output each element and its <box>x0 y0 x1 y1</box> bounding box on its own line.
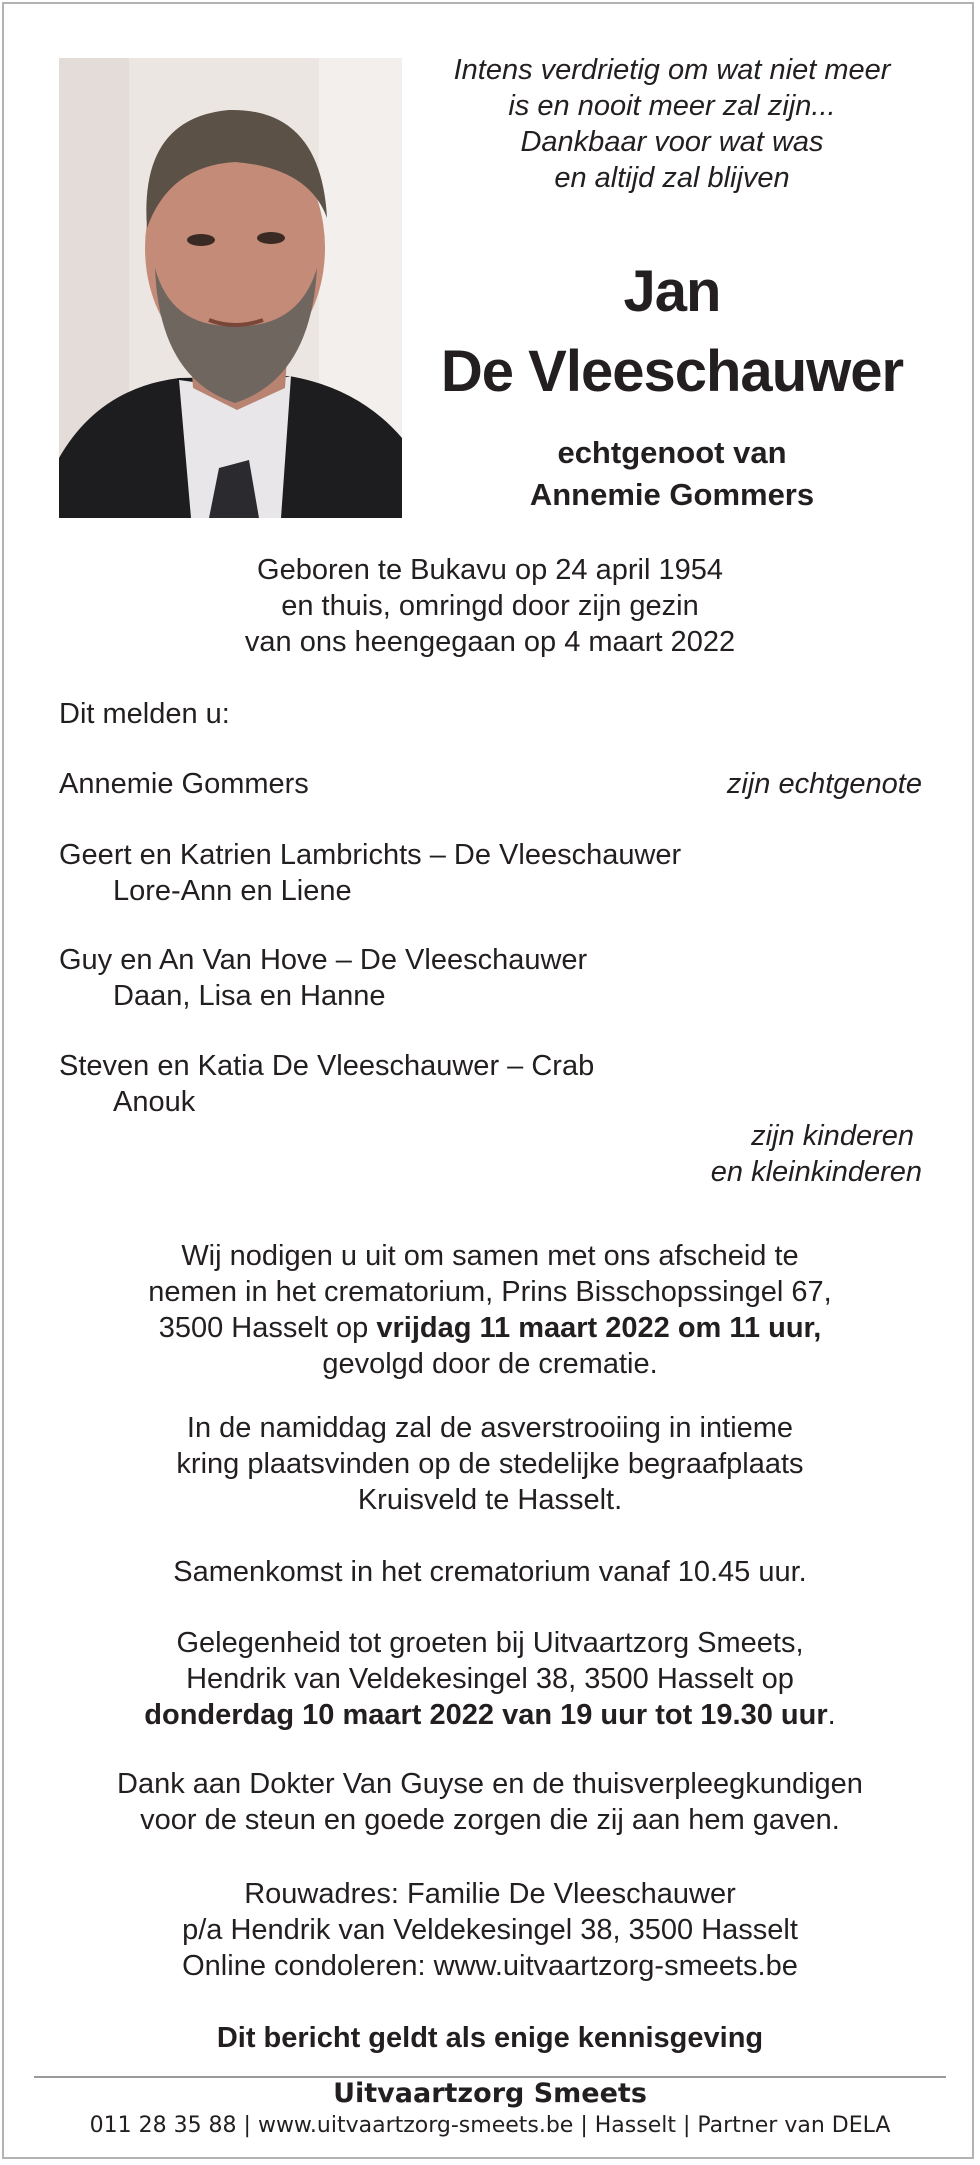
visitation-info <box>40 1625 940 1733</box>
family-children: Lore-Ann en Liene <box>113 875 352 907</box>
thanks-info <box>40 1766 940 1838</box>
family-spouse-role: zijn echtgenote <box>726 768 922 800</box>
family-children: Anouk <box>113 1086 196 1118</box>
children-role <box>711 1118 922 1190</box>
family-group <box>59 1048 594 1120</box>
family-children: Daan, Lisa en Hanne <box>113 980 386 1012</box>
notice-statement: Dit bericht geldt als enige kennisgeving <box>216 2022 764 2054</box>
deceased-name <box>402 252 942 412</box>
motto-line: is en nooit meer zal zijn... <box>508 90 836 122</box>
thanks-line: Dank aan Dokter Van Guyse en de thuisverpleegkundigen <box>117 1768 863 1800</box>
scattering-line: In de namiddag zal de asverstrooiing in intieme <box>186 1412 794 1444</box>
scattering-line: Kruisveld te Hasselt. <box>357 1484 623 1516</box>
memorial-motto <box>402 52 942 196</box>
relation-label: echtgenoot van <box>557 435 787 470</box>
portrait-illustration <box>59 58 402 518</box>
scattering-line: kring plaatsvinden op de stedelijke begraafplaats <box>176 1448 804 1480</box>
ceremony-datetime: vrijdag 11 maart 2022 om 11 uur, <box>376 1312 822 1344</box>
first-name: Jan <box>623 259 721 324</box>
portrait-photo <box>59 58 402 518</box>
family-parents: Steven en Katia De Vleeschauwer – Crab <box>59 1050 595 1082</box>
visitation-line <box>40 1697 940 1733</box>
funeral-home-contact: 011 28 35 88 | www.uitvaartzorg-smeets.be | Hasselt | Partner van DELA <box>89 2113 891 2138</box>
family-parents: Guy en An Van Hove – De Vleeschauwer <box>59 944 588 976</box>
address-line: p/a Hendrik van Veldekesingel 38, 3500 Hasselt <box>182 1914 798 1946</box>
scattering-info <box>40 1410 940 1518</box>
ceremony-info <box>40 1238 940 1382</box>
funeral-home-name: Uitvaartzorg Smeets <box>333 2078 647 2109</box>
mourning-address <box>40 1876 940 1984</box>
ceremony-location: 3500 Hasselt op <box>158 1312 377 1344</box>
visitation-datetime: donderdag 10 maart 2022 van 19 uur tot 19.30 uur <box>144 1699 828 1731</box>
ceremony-line: gevolgd door de crematie. <box>322 1348 658 1380</box>
family-group <box>59 942 587 1014</box>
gathering-info: Samenkomst in het crematorium vanaf 10.45 uur. <box>173 1556 807 1588</box>
family-parents: Geert en Katrien Lambrichts – De Vleeschauwer <box>59 839 682 871</box>
motto-line: en altijd zal blijven <box>554 162 790 194</box>
thanks-line: voor de steun en goede zorgen die zij aan hem gaven. <box>140 1804 840 1836</box>
spouse-name: Annemie Gommers <box>529 477 815 512</box>
visitation-line: Gelegenheid tot groeten bij Uitvaartzorg Smeets, <box>176 1627 804 1659</box>
ceremony-line: Wij nodigen u uit om samen met ons afscheid te <box>181 1240 799 1272</box>
visitation-line: Hendrik van Veldekesingel 38, 3500 Hasselt op <box>186 1663 794 1695</box>
family-spouse-name: Annemie Gommers <box>59 768 309 800</box>
last-name: De Vleeschauwer <box>440 339 904 404</box>
spouse-block <box>402 432 942 516</box>
condolence-line: Online condoleren: www.uitvaartzorg-smeets.be <box>182 1950 798 1982</box>
motto-line: Intens verdrietig om wat niet meer <box>453 54 891 86</box>
visitation-period: . <box>827 1699 836 1731</box>
motto-line: Dankbaar voor wat was <box>520 126 824 158</box>
death-date-line: van ons heengegaan op 4 maart 2022 <box>244 626 736 658</box>
grandchildren-role-line: en kleinkinderen <box>710 1156 922 1188</box>
family-group <box>59 837 681 909</box>
ceremony-line <box>40 1310 940 1346</box>
birth-line: Geboren te Bukavu op 24 april 1954 <box>257 554 723 586</box>
children-role-line: zijn kinderen <box>751 1120 914 1152</box>
announce-intro: Dit melden u: <box>59 698 230 730</box>
ceremony-line: nemen in het crematorium, Prins Bisschopssingel 67, <box>148 1276 832 1308</box>
life-dates <box>40 552 940 660</box>
address-line: Rouwadres: Familie De Vleeschauwer <box>244 1878 736 1910</box>
death-line: en thuis, omringd door zijn gezin <box>281 590 699 622</box>
